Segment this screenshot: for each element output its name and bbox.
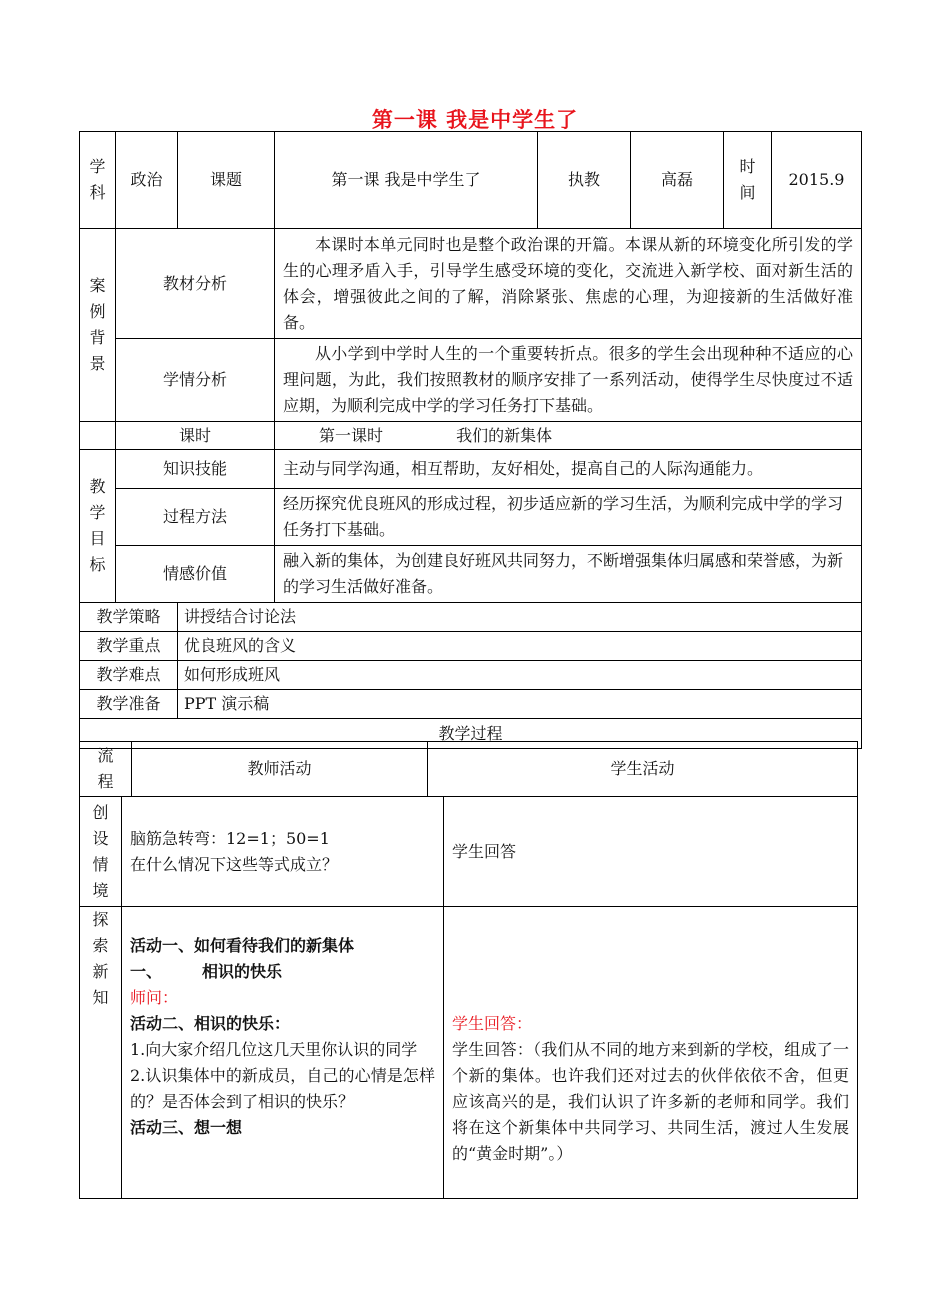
- subject-cell: [116, 132, 178, 229]
- focus-label: 教学重点: [96, 636, 161, 655]
- knowledge-text: 主动与同学沟通，相互帮助，友好相处，提高自己的人际沟通能力。: [283, 459, 764, 478]
- topic-value: 第一课 我是中学生了: [331, 170, 481, 189]
- process-method-label-cell: [116, 489, 275, 546]
- textbook-label: 教材分析: [162, 273, 227, 293]
- time-cell: [772, 132, 862, 229]
- teacher-cell-scenario: [122, 797, 444, 907]
- sub-heading-number: 一、: [130, 962, 163, 981]
- student-answer-label: 学生回答：: [452, 1014, 533, 1033]
- background-label-cell: [80, 229, 116, 422]
- process-method-text-cell: [275, 489, 862, 546]
- lesson-blank-cell: [80, 422, 116, 450]
- preparation-label: 教学准备: [96, 694, 161, 713]
- emotion-text-cell: [275, 546, 862, 603]
- process-method-text: 经历探究优良班风的形成过程，初步适应新的学习生活，为顺利完成中学的学习任务打下基础。: [283, 494, 844, 539]
- goals-label-cell: [80, 450, 116, 603]
- lesson-name: 我们的新集体: [456, 425, 553, 445]
- teacher-cell: [631, 132, 724, 229]
- subject-label: 学科: [89, 157, 106, 202]
- subject-value: 政治: [130, 170, 163, 189]
- activity-item-2: 2.认识集体中的新成员，自己的心情是怎样的？是否体会到了相识的快乐？: [130, 1066, 435, 1111]
- flow-header-cell: [80, 742, 132, 797]
- difficulty-value-cell: [178, 661, 862, 690]
- student-answer-text: 学生回答：（我们从不同的地方来到新的学校，组成了一个新的集体。也许我们还对过去的伙伴依依不舍，但更应该高兴的是，我们认识了许多新的老师和同学。我们将在这个新集体中共同学习、共同生活，渡过人生发展的“黄金时期”。）: [452, 1040, 849, 1163]
- topic-label-cell: [178, 132, 275, 229]
- student-answer-scenario: 学生回答: [452, 841, 517, 861]
- emotion-text: 融入新的集体，为创建良好班风共同努力，不断增强集体归属感和荣誉感，为新的学习生活做好准备。: [283, 551, 844, 596]
- flow-scenario: 创设情境: [92, 802, 109, 900]
- flow-cell-explore: [80, 907, 122, 1199]
- teacher-question: 师问：: [130, 988, 179, 1007]
- flow-explore: 探索新知: [92, 910, 109, 1007]
- riddle-text: 脑筋急转弯：12=1；50=1: [130, 828, 330, 848]
- goals-label: 教学目标: [89, 477, 106, 574]
- preparation-value: PPT 演示稿: [184, 694, 270, 713]
- activity-one-title: 活动一、如何看待我们的新集体: [130, 936, 355, 955]
- process-rows-table: [79, 796, 858, 1199]
- time-value: 2015.9: [788, 170, 845, 189]
- difficulty-label: 教学难点: [96, 665, 161, 684]
- students-label: 学情分析: [162, 370, 227, 389]
- riddle-question: 在什么情况下这些等式成立？: [130, 854, 339, 874]
- lesson-label: 课时: [178, 425, 211, 445]
- strategy-value-cell: [178, 603, 862, 632]
- lesson-label-cell: [116, 422, 275, 450]
- emotion-label-cell: [116, 546, 275, 603]
- strategy-label-cell: [80, 603, 178, 632]
- knowledge-label-cell: [116, 450, 275, 489]
- teacher-label-cell: [538, 132, 631, 229]
- knowledge-label: 知识技能: [162, 459, 227, 478]
- time-label: 时间: [739, 157, 756, 202]
- student-activity-header: 学生活动: [610, 759, 675, 778]
- activity-two-title: 活动二、相识的快乐：: [130, 1014, 291, 1033]
- preparation-value-cell: [178, 690, 862, 719]
- process-header-table: [79, 741, 858, 797]
- students-text-cell: [275, 339, 862, 422]
- time-label-cell: [724, 132, 772, 229]
- teacher-activity-header-cell: [132, 742, 428, 797]
- textbook-label-cell: [116, 229, 275, 339]
- sub-heading-one: [130, 959, 435, 985]
- background-label: 案例背景: [89, 276, 106, 373]
- process-method-label: 过程方法: [162, 507, 227, 526]
- focus-label-cell: [80, 632, 178, 661]
- preparation-label-cell: [80, 690, 178, 719]
- students-label-cell: [116, 339, 275, 422]
- teacher-label: 执教: [567, 170, 600, 189]
- strategy-value: 讲授结合讨论法: [184, 607, 297, 626]
- process-heading: 教学过程: [438, 723, 503, 743]
- topic-label: 课题: [209, 170, 242, 189]
- lesson-period: 第一课时: [319, 425, 384, 445]
- focus-value: 优良班风的含义: [184, 636, 297, 655]
- sub-heading-text: 相识的快乐: [202, 962, 283, 981]
- topic-cell: [275, 132, 538, 229]
- teacher-value: 高磊: [660, 170, 693, 189]
- student-cell-scenario: [444, 797, 858, 907]
- textbook-text-cell: [275, 229, 862, 339]
- activity-three-title: 活动三、想一想: [130, 1118, 243, 1137]
- student-cell-explore: [444, 907, 858, 1199]
- strategy-label: 教学策略: [96, 607, 161, 626]
- difficulty-value: 如何形成班风: [184, 665, 281, 684]
- knowledge-text-cell: [275, 450, 862, 489]
- lesson-value-cell: [275, 422, 862, 450]
- teacher-cell-explore: [122, 907, 444, 1199]
- difficulty-label-cell: [80, 661, 178, 690]
- activity-item-1: 1.向大家介绍几位这几天里你认识的同学: [130, 1040, 418, 1059]
- subject-label-cell: [80, 132, 116, 229]
- textbook-text: 本课时本单元同时也是整个政治课的开篇。本课从新的环境变化所引发的学生的心理矛盾入手，引导学生感受环境的变化，交流进入新学校、面对新生活的体会，增强彼此之间的了解，消除紧张、焦虑的心理，为迎接新的生活做好准备。: [283, 234, 853, 332]
- student-activity-header-cell: [428, 742, 858, 797]
- emotion-label: 情感价值: [162, 564, 227, 583]
- students-text: 从小学到中学时人生的一个重要转折点。很多的学生会出现种种不适应的心理问题，为此，我们按照教材的顺序安排了一系列活动，使得学生尽快度过不适应期，为顺利完成中学的学习任务打下基础。: [283, 344, 853, 415]
- focus-value-cell: [178, 632, 862, 661]
- flow-cell-scenario: [80, 797, 122, 907]
- flow-header: 流程: [97, 746, 114, 791]
- page-title: 第一课 我是中学生了: [371, 107, 579, 132]
- lesson-info-table: [79, 131, 862, 749]
- teacher-activity-header: 教师活动: [247, 759, 312, 778]
